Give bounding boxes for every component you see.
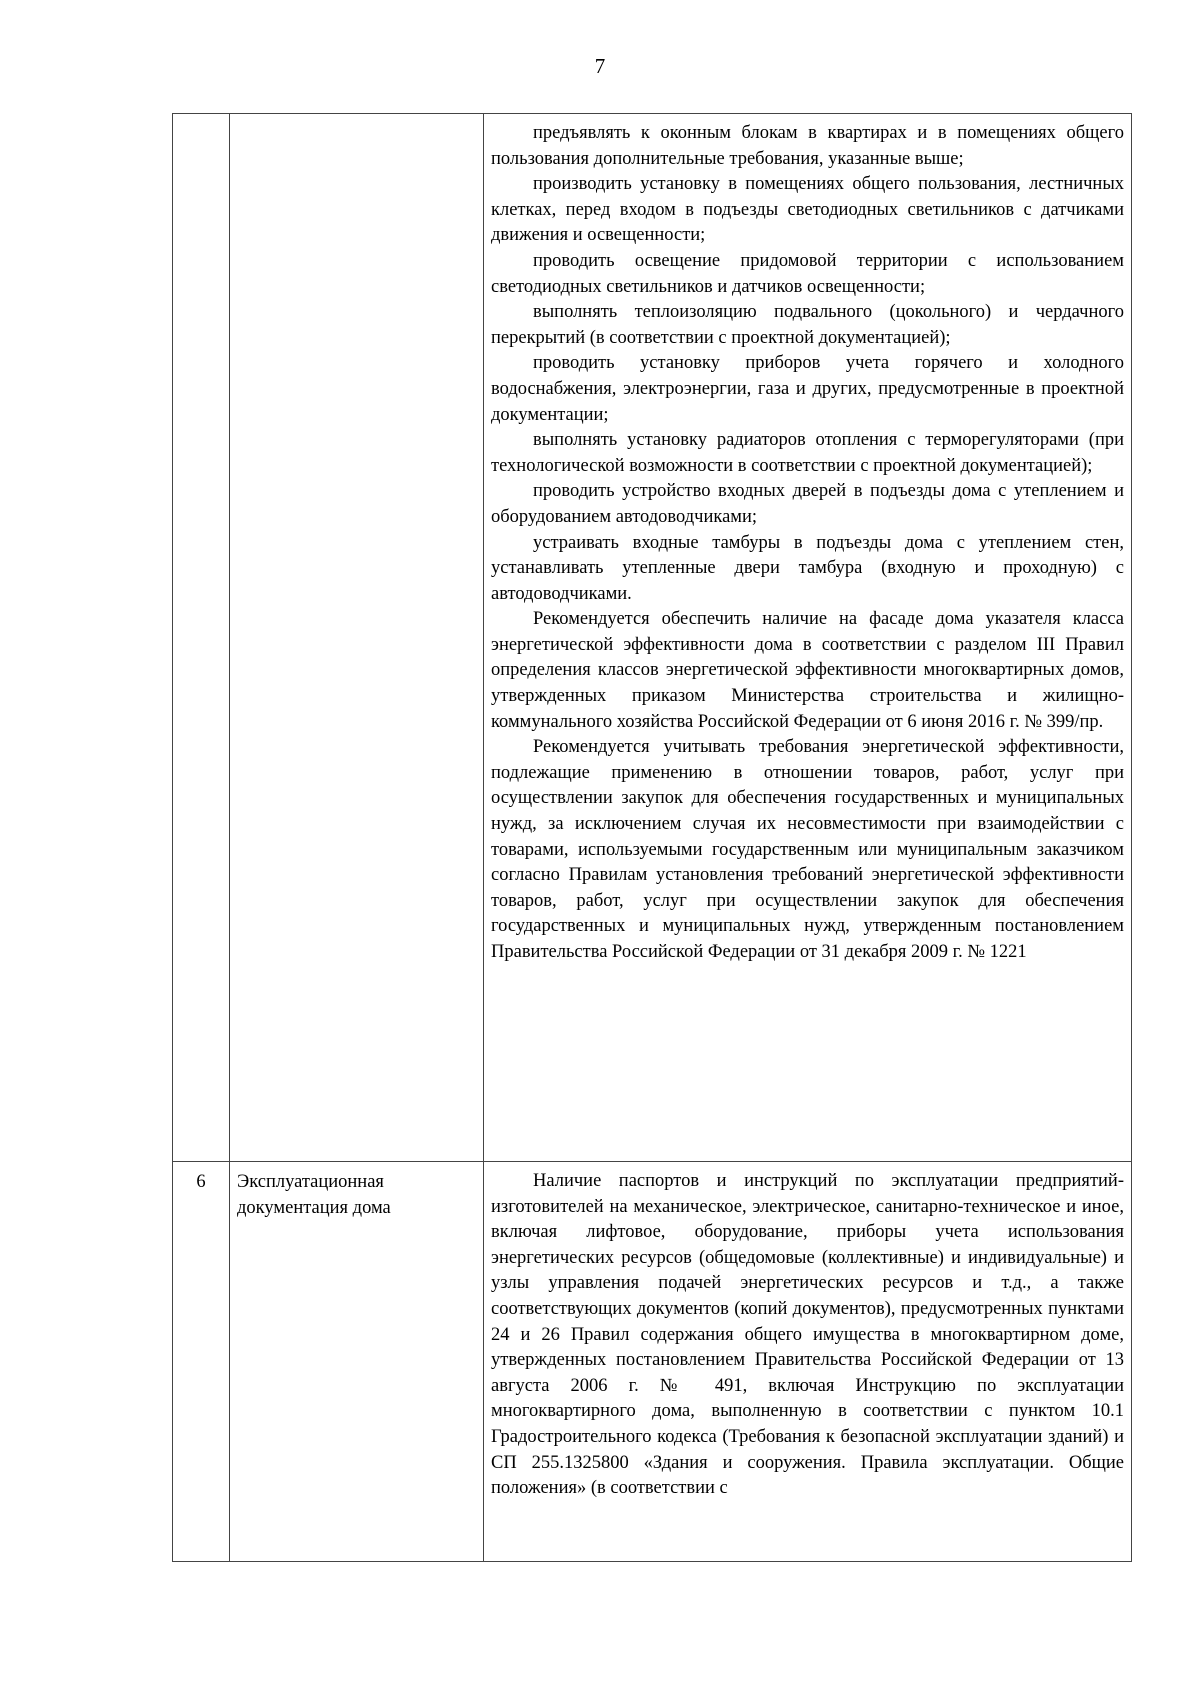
row-number: 6 <box>173 1162 230 1562</box>
table-row <box>173 114 1132 1162</box>
paragraph: выполнять установку радиаторов отопления с терморегуляторами (при технологической возможности в соответствии с проектной документацией); <box>491 430 1124 476</box>
row-number <box>173 114 230 1162</box>
page-number: 7 <box>594 54 606 78</box>
paragraph: устраивать входные тамбуры в подъезды дома с утеплением стен, устанавливать утепленные двери тамбура (входную и проходную) с автодоводчиками. <box>491 532 1124 604</box>
row-title <box>230 114 484 1162</box>
paragraph: проводить освещение придомовой территории с использованием светодиодных светильников и датчиков освещенности; <box>491 250 1124 297</box>
paragraph: предъявлять к оконным блокам в квартирах и в помещениях общего пользования дополнительные требования, указанные выше; <box>491 123 1124 169</box>
paragraph: Рекомендуется учитывать требования энергетической эффективности, подлежащие применению в отношении товаров, работ, услуг при осуществлении закупок для обеспечения государственных и муниципальных нужд, за исключением случая их несовместимости при взаимодействии с товарами, используемыми государственным или муниципальным заказчиком согласно Правилам установления требований энергетической эффективности товаров, работ, услуг при осуществлении закупок для обеспечения государственных и муниципальных нужд, утвержденным постановлением Правительства Российской Федерации от 31 декабря 2009 г. № 1221 <box>491 737 1124 962</box>
paragraph: проводить устройство входных дверей в подъезды дома с утеплением и оборудованием автодоводчиками; <box>491 481 1124 527</box>
row-title: Эксплуатационная документация дома <box>230 1162 484 1562</box>
paragraph: Наличие паспортов и инструкций по эксплуатации предприятий-изготовителей на механическое, электрическое, санитарно-техническое и иное, включая лифтовое, оборудование, приборы учета использования энергетических ресурсов (общедомовые (коллективные) и индивидуальные) и узлы управления подачей энергетических ресурсов и т.д., а также соответствующих документов (копий документов), предусмотренных пунктами 24 и 26 Правил содержания общего имущества в многоквартирном доме, утвержденных постановлением Правительства Российской Федерации от 13 августа 2006 г. № 491, включая Инструкцию по эксплуатации многоквартирного дома, выполненную в соответствии с пунктом 10.1 Градостроительного кодекса (Требования к безопасной эксплуатации зданий) и СП 255.1325800 «Здания и сооружения. Правила эксплуатации. Общие положения» (в соответствии с <box>491 1171 1124 1499</box>
table-row <box>173 1162 1132 1562</box>
paragraph: проводить установку приборов учета горячего и холодного водоснабжения, электроэнергии, газа и других, предусмотренные в проектной документации; <box>491 353 1124 425</box>
paragraph: Рекомендуется обеспечить наличие на фасаде дома указателя класса энергетической эффективности дома в соответствии с разделом III Правил определения классов энергетической эффективности многоквартирных домов, утвержденных приказом Министерства строительства и жилищно-коммунального хозяйства Российской Федерации от 6 июня 2016 г. № 399/пр. <box>491 609 1124 732</box>
row-content <box>484 1162 1132 1562</box>
requirements-table <box>172 113 1132 1562</box>
paragraph: выполнять теплоизоляцию подвального (цокольного) и чердачного перекрытий (в соответствии с проектной документацией); <box>491 302 1124 348</box>
paragraph: производить установку в помещениях общего пользования, лестничных клетках, перед входом в подъезды светодиодных светильников с датчиками движения и освещенности; <box>491 174 1124 246</box>
row-content <box>484 114 1132 1162</box>
